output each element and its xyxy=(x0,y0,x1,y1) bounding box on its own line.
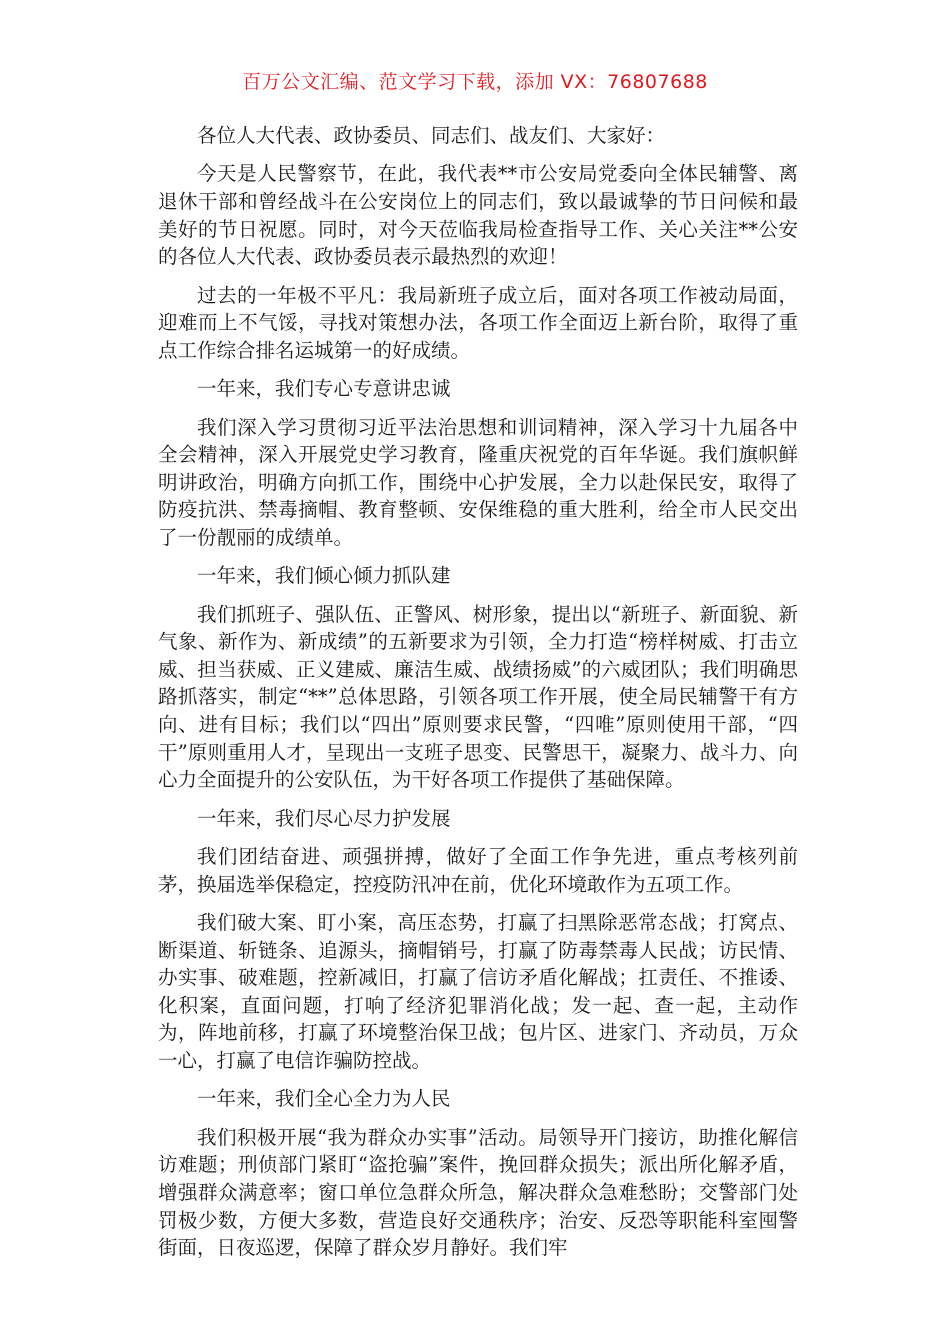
section-heading-people: 一年来，我们全心全力为人民 xyxy=(197,1087,451,1111)
section-heading-team: 一年来，我们倾心倾力抓队建 xyxy=(197,564,451,588)
section-heading-loyalty: 一年来，我们专心专意讲忠诚 xyxy=(197,377,451,401)
team-paragraph: 我们抓班子、强队伍、正警风、树形象，提出以“新班子、新面貌、新气象、新作为、新成绩”的五新要求为引领，全力打造“榜样树威、打击立威、担当获威、正义建威、廉洁生威、战绩扬威”的六威团队；我们明确思路抓落实，制定“**”总体思路，引领各项工作开展，使全局民辅警干有方向、进有目标；我们以“四出”原则要求民警，“四唯”原则使用干部，“四干”原则重用人才，呈现出一支班子思变、民警思干，凝聚力、战斗力、向心力全面提升的公安队伍，为干好各项工作提供了基础保障。 xyxy=(158,602,798,792)
opening-paragraph: 今天是人民警察节，在此，我代表**市公安局党委向全体民辅警、离退休干部和曾经战斗在公安岗位上的同志们，致以最诚挚的节日问候和最美好的节日祝愿。同时，对今天莅临我局检查指导工作、关心关注**公安的各位人大代表、政协委员表示最热烈的欢迎！ xyxy=(158,162,798,269)
development-paragraph-1: 我们团结奋进、顽强拼搏，做好了全面工作争先进，重点考核列前茅，换届选举保稳定，控疫防汛冲在前，优化环境敢作为五项工作。 xyxy=(158,845,798,896)
summary-paragraph: 过去的一年极不平凡：我局新班子成立后，面对各项工作被动局面，迎难而上不气馁，寻找对策想办法，各项工作全面迈上新台阶，取得了重点工作综合排名运城第一的好成绩。 xyxy=(158,283,798,362)
document-body xyxy=(158,122,798,1262)
section-heading-development: 一年来，我们尽心尽力护发展 xyxy=(197,806,451,830)
people-paragraph: 我们积极开展“我为群众办实事”活动。局领导开门接访，助推化解信访难题；刑侦部门紧盯“盗抢骗”案件，挽回群众损失；派出所化解矛盾，增强群众满意率；窗口单位急群众所急，解决群众急难愁盼；交警部门处罚极少数，方便大多数，营造良好交通秩序；治安、反恐等职能科室囤警街面，日夜巡逻，保障了群众岁月静好。我们牢 xyxy=(158,1125,798,1260)
header-banner: 百万公文汇编、范文学习下载，添加 VX：76807688 xyxy=(242,71,708,93)
loyalty-paragraph: 我们深入学习贯彻习近平法治思想和训词精神，深入学习十九届各中全会精神，深入开展党史学习教育，隆重庆祝党的百年华诞。我们旗帜鲜明讲政治，明确方向抓工作，围绕中心护发展，全力以赴保民安，取得了防疫抗洪、禁毒摘帽、教育整顿、安保维稳的重大胜利，给全市人民交出了一份靓丽的成绩单。 xyxy=(158,415,798,549)
greeting-paragraph: 各位人大代表、政协委员、同志们、战友们、大家好： xyxy=(197,124,666,147)
development-paragraph-2: 我们破大案、盯小案，高压态势，打赢了扫黑除恶常态战；打窝点、断渠道、斩链条、追源头，摘帽销号，打赢了防毒禁毒人民战；访民情、办实事、破难题，控新减旧，打赢了信访矛盾化解战；扛责任、不推诿、化积案，直面问题，打响了经济犯罪消化战；发一起、查一起，主动作为，阵地前移，打赢了环境整治保卫战；包片区、进家门、齐动员，万众一心，打赢了电信诈骗防控战。 xyxy=(158,911,798,1072)
